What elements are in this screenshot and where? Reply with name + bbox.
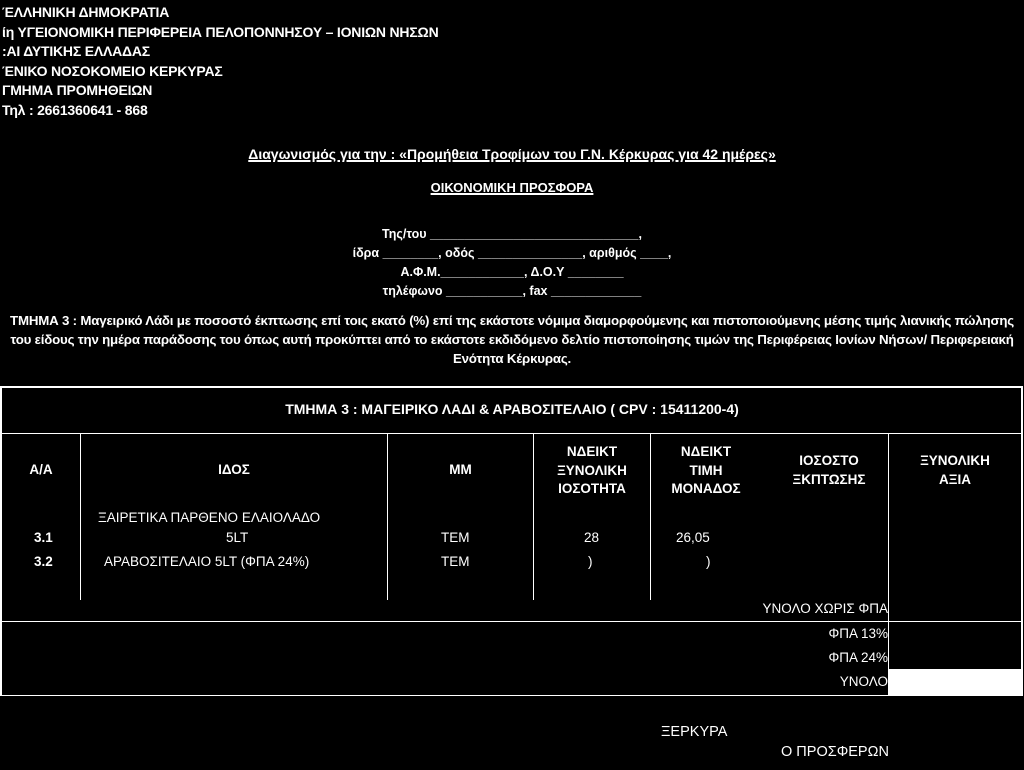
col-header-total-value: ΞΥΝΟΛΙΚΗ ΑΞΙΑ: [920, 453, 990, 487]
table-section-title: ΤΜΗΜΑ 3 : ΜΑΓΕΙΡΙΚΟ ΛΑΔΙ & ΑΡΑΒΟΣΙΤΕΛΑΙΟ ( CPV : 15411200-4): [285, 401, 739, 417]
row-item-name-cont: 5LT: [226, 530, 249, 545]
grand-total-label: ΥΝΟΛΟ: [839, 674, 888, 689]
header-divider: [0, 433, 1023, 434]
form-line-address: ίδρα ________, οδός _______________, αριθμός ____,: [352, 246, 672, 260]
col-header-unit-price: ΝΔΕΙΚΤ ΤΙΜΗ ΜΟΝΑΔΟΣ: [671, 444, 741, 496]
form-line-name: Της/του ______________________________,: [382, 227, 642, 241]
header-line: Τηλ : 2661360641 - 868: [2, 101, 148, 118]
form-line-contact: τηλέφωνο ___________, fax _____________: [382, 284, 642, 298]
row-quantity: 28: [584, 530, 600, 545]
row-unit: ΤΕΜ: [441, 530, 470, 545]
col-divider: [80, 433, 81, 600]
totals-divider: [0, 621, 1023, 622]
vat-13-label: ΦΠΑ 13%: [828, 626, 888, 641]
col-header-aa: Α/Α: [29, 462, 53, 477]
issuer-header: [2, 3, 438, 120]
vat-24-label: ΦΠΑ 24%: [828, 650, 888, 665]
grand-total-value-field[interactable]: [888, 669, 1021, 695]
row-unit: ΤΕΜ: [441, 554, 470, 569]
header-line: ΓΜΗΜΑ ΠΡΟΜΗΘΕΙΩΝ: [2, 82, 153, 98]
lot-description: ΤΜΗΜΑ 3 : Μαγειρικό Λάδι με ποσοστό έκπτωσης επί τοις εκατό (%) επί της εκάστοτε νόμιμα διαμορφούμενης και πιστοποιούμενης μέσης τιμής λιανικής πώλησης του είδους την ημέρα παράδοσης του όπως αυτή προκύπτει από το εκάστοτε εκδιδόμενο δελτίο πιστοποίησης τιμών της Περιφέρειας Ιονίων Νήσων/ Περιφερειακή Ενότητα Κέρκυρας.: [10, 313, 1014, 366]
row-item-name: ΞΑΙΡΕΤΙΚΑ ΠΑΡΘΕΝΟ ΕΛΑΙΟΛΑΔΟ: [98, 510, 321, 525]
col-header-item: ΙΔΟΣ: [218, 462, 250, 477]
row-quantity: ): [588, 554, 593, 569]
col-divider: [387, 433, 388, 600]
offer-title: ΟΙΚΟΝΟΜΙΚΗ ΠΡΟΣΦΟΡΑ: [430, 180, 594, 195]
col-header-quantity: ΝΔΕΙΚΤ ΞΥΝΟΛΙΚΗ ΙΟΣΟΤΗΤΑ: [557, 444, 627, 496]
header-line: ίη ΥΓΕΙΟΝΟΜΙΚΗ ΠΕΡΙΦΕΡΕΙΑ ΠΕΛΟΠΟΝΝΗΣΟΥ – ΙΟΝΙΩΝ ΝΗΣΩΝ: [2, 23, 439, 40]
header-line: :ΑΙ ΔΥΤΙΚΗΣ ΕΛΛΑΔΑΣ: [2, 43, 151, 59]
footer-place: ΞΕΡΚΥΡΑ: [661, 724, 728, 740]
row-item-name: ΑΡΑΒΟΣΙΤΕΛΑΙΟ 5LT (ΦΠΑ 24%): [104, 554, 310, 569]
footer-bidder: Ο ΠΡΟΣΦΕΡΩΝ: [781, 744, 889, 760]
header-line: ΈΛΛΗΝΙΚΗ ΔΗΜΟΚΡΑΤΙΑ: [2, 4, 170, 20]
header-line: ΈΝΙΚΟ ΝΟΣΟΚΟΜΕΙΟ ΚΕΡΚΥΡΑΣ: [2, 62, 223, 79]
bidder-form: [0, 225, 1024, 301]
row-unit-price: 26,05: [676, 530, 710, 545]
competition-title: Διαγωνισμός για την : «Προμήθεια Τροφίμων του Γ.Ν. Κέρκυρας για 42 ημέρες»: [248, 146, 776, 162]
row-aa: 3.2: [34, 554, 53, 569]
col-header-unit: ΜΜ: [449, 462, 472, 477]
row-unit-price: ): [706, 554, 711, 569]
col-header-discount: ΙΟΣΟΣΤΟ ΞΚΠΤΩΣΗΣ: [792, 453, 866, 487]
table-bottom-border: [0, 695, 1023, 696]
row-aa: 3.1: [34, 530, 53, 545]
table-top-border: [0, 386, 1023, 388]
total-without-vat-label: ΥΝΟΛΟ ΧΩΡΙΣ ΦΠΑ: [762, 601, 888, 616]
form-line-tax: Α.Φ.Μ.____________, Δ.Ο.Υ ________: [400, 265, 624, 279]
